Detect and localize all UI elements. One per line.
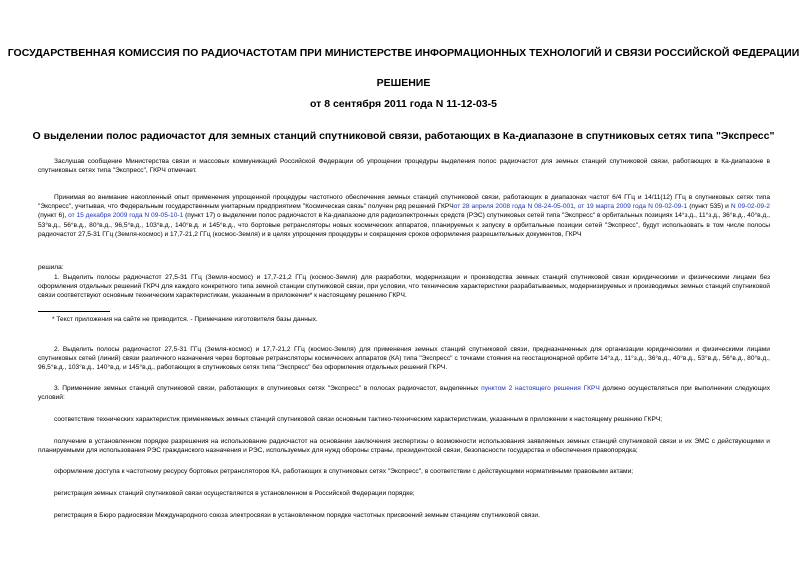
condition-item: регистрация в Бюро радиосвязи Международного союза электросвязи в установленном порядке частотных присвоений земным станциям спутниковой связи. [54, 512, 540, 519]
condition-item: соответствие технических характеристик применяемых земных станций спутниковой связи основным тактико-техническим характеристикам, указанным в приложении к настоящему решению ГКРЧ; [54, 416, 663, 423]
paragraph-item-3 [38, 384, 770, 402]
resolved-label: решила: [38, 264, 64, 271]
paragraph-item-2: 2. Выделить полосы радиочастот 27,5-31 ГГц (Земля-космос) и 17,7-21,2 ГГц (космос-Земля) для применения земных станций спутниковой связи, предназначенных для организации юридическими и физическими лицами спутниковых сетей (линий) связи различного назначения через бортовые ретрансляторы космических аппаратов (КА) типа "Экспресс" с точками стояния на геостационарной орбите 14°з.д., 11°з.д., 36°в.д., 40°в.д., 53°в.д., 56°в.д., 80°в.д., 96,5°в.д., 103°в.д., 140°в.д. и 145°в.д., работающих в спутниковых сетях типа "Экспресс" без оформления отдельных решений ГКРЧ. [38, 346, 770, 372]
link-item-2[interactable]: пунктом 2 настоящего решения ГКРЧ [481, 385, 600, 392]
footnote-text: * Текст приложения на сайте не приводится. - Примечание изготовителя базы данных. [52, 316, 318, 323]
paragraph-intro: Заслушав сообщение Министерства связи и массовых коммуникаций Российской Федерации об упрощении процедуры выделения полос радиочастот для земных станций спутниковой связи, работающих в Ка-диапазоне в спутниковых сетях типа "Экспресс", ГКРЧ отмечает. [38, 158, 770, 175]
date-number-heading: от 8 сентября 2011 года N 11-12-03-5 [310, 98, 497, 110]
paragraph-item-3-text-a: 3. Применение земных станций спутниковой связи, работающих в спутниковых сетях "Экспресс" в полосах радиочастот, выделенных [54, 385, 482, 392]
document-subject-heading: О выделении полос радиочастот для земных станций спутниковой связи, работающих в Ка-диапазоне в спутниковых сетях типа "Экспресс" [32, 130, 775, 142]
paragraph-item-3-text-b: должно осуществляться при выполнении следующих условий: [38, 385, 770, 402]
paragraph-considering-text-c: (пункт 535) и [687, 203, 731, 211]
condition-item: получение в установленном порядке разрешения на использование радиочастот на основании заключения экспертизы о возможности использования заявляемых земных станций спутниковой связи и их ЭМС с действующими и планируемыми для использования РЭС гражданского назначения и РЭС, используемых для нужд обороны страны, президентской связи, безопасности государства и обеспечения правопорядка; [38, 438, 770, 455]
organization-heading: ГОСУДАРСТВЕННАЯ КОМИССИЯ ПО РАДИОЧАСТОТАМ ПРИ МИНИСТЕРСТВЕ ИНФОРМАЦИОННЫХ ТЕХНОЛОГИЙ И СВЯЗИ РОССИЙСКОЙ ФЕДЕРАЦИИ [7, 47, 800, 59]
link-decision-2009-december[interactable]: от 15 декабря 2009 года N 09-05-10-1 [68, 212, 184, 220]
paragraph-item-1: 1. Выделить полосы радиочастот 27,5-31 ГГц (Земля-космос) и 17,7-21,2 ГГц (космос-Земля) для разработки, модернизации и производства земных станций спутниковой связи юридическими и физическими лицами без оформления отдельных решений ГКРЧ для каждого конкретного типа земной станции спутниковой связи, при условии, что технические характеристики разрабатываемых, модернизируемых и производимых земных станций спутниковой связи соответствуют основным техническим характеристикам, указанным в приложении* к настоящему решению ГКРЧ. [38, 274, 770, 300]
footnote-divider [38, 311, 110, 312]
condition-item: регистрация земных станций спутниковой связи осуществляется в установленном в Российской Федерации порядке; [54, 490, 415, 497]
paragraph-considering-text-b: , [573, 203, 578, 211]
paragraph-considering-text-d: (пункт 6), [38, 212, 69, 220]
paragraph-considering-text-e: (пункт 17) о выделении полос радиочастот в Ка-диапазоне для радиоэлектронных средств (РЭС) спутниковых сетей типа "Экспресс" в орбитальных позициях 14°з.д., 11°з.д., 36°в.д., 40°в.д., 53°в.д., 56°в.д., 80°в.д., 96,5°в.д., 103°в.д., 140°в.д. и 145°в.д., что бортовые ретрансляторы новых космических аппаратов, планируемых к запуску в орбитальные позиции сетей "Экспресс", будут использовать в том числе полосы радиочастот 27,5-31 ГГц (Земля-космос) и 17,7-21,2 ГГц (космос-Земля) и в целях упрощения процедуры и сокращения сроков оформления разрешительных документов, ГКРЧ [38, 212, 770, 238]
paragraph-considering-text-a: Принимая во внимание накопленный опыт применения упрощенной процедуры частотного обеспечения земных станций спутниковой связи, работающих в диапазонах частот 6/4 ГГц и 14/11(12) ГГц в спутниковых сетях типа "Экспресс", учитывая, что Федеральным государственным унитарным предприятием "Космическая связь" получен ряд решений ГКРЧ [38, 194, 770, 211]
link-decision-2009-march-2[interactable]: N 09-02-09-2 [730, 203, 770, 211]
link-decision-2009-march-1[interactable]: от 19 марта 2009 года N 09-02-09-1 [577, 203, 688, 211]
link-decision-2008[interactable]: от 28 апреля 2008 года N 08-24-05-001 [453, 203, 574, 211]
document-type-heading: РЕШЕНИЕ [376, 77, 431, 89]
condition-item: оформление доступа к частотному ресурсу бортовых ретрансляторов КА, работающих в спутниковых сетях "Экспресс", в соответствии с действующими нормативными правовыми актами; [54, 468, 634, 475]
paragraph-considering [38, 193, 770, 239]
